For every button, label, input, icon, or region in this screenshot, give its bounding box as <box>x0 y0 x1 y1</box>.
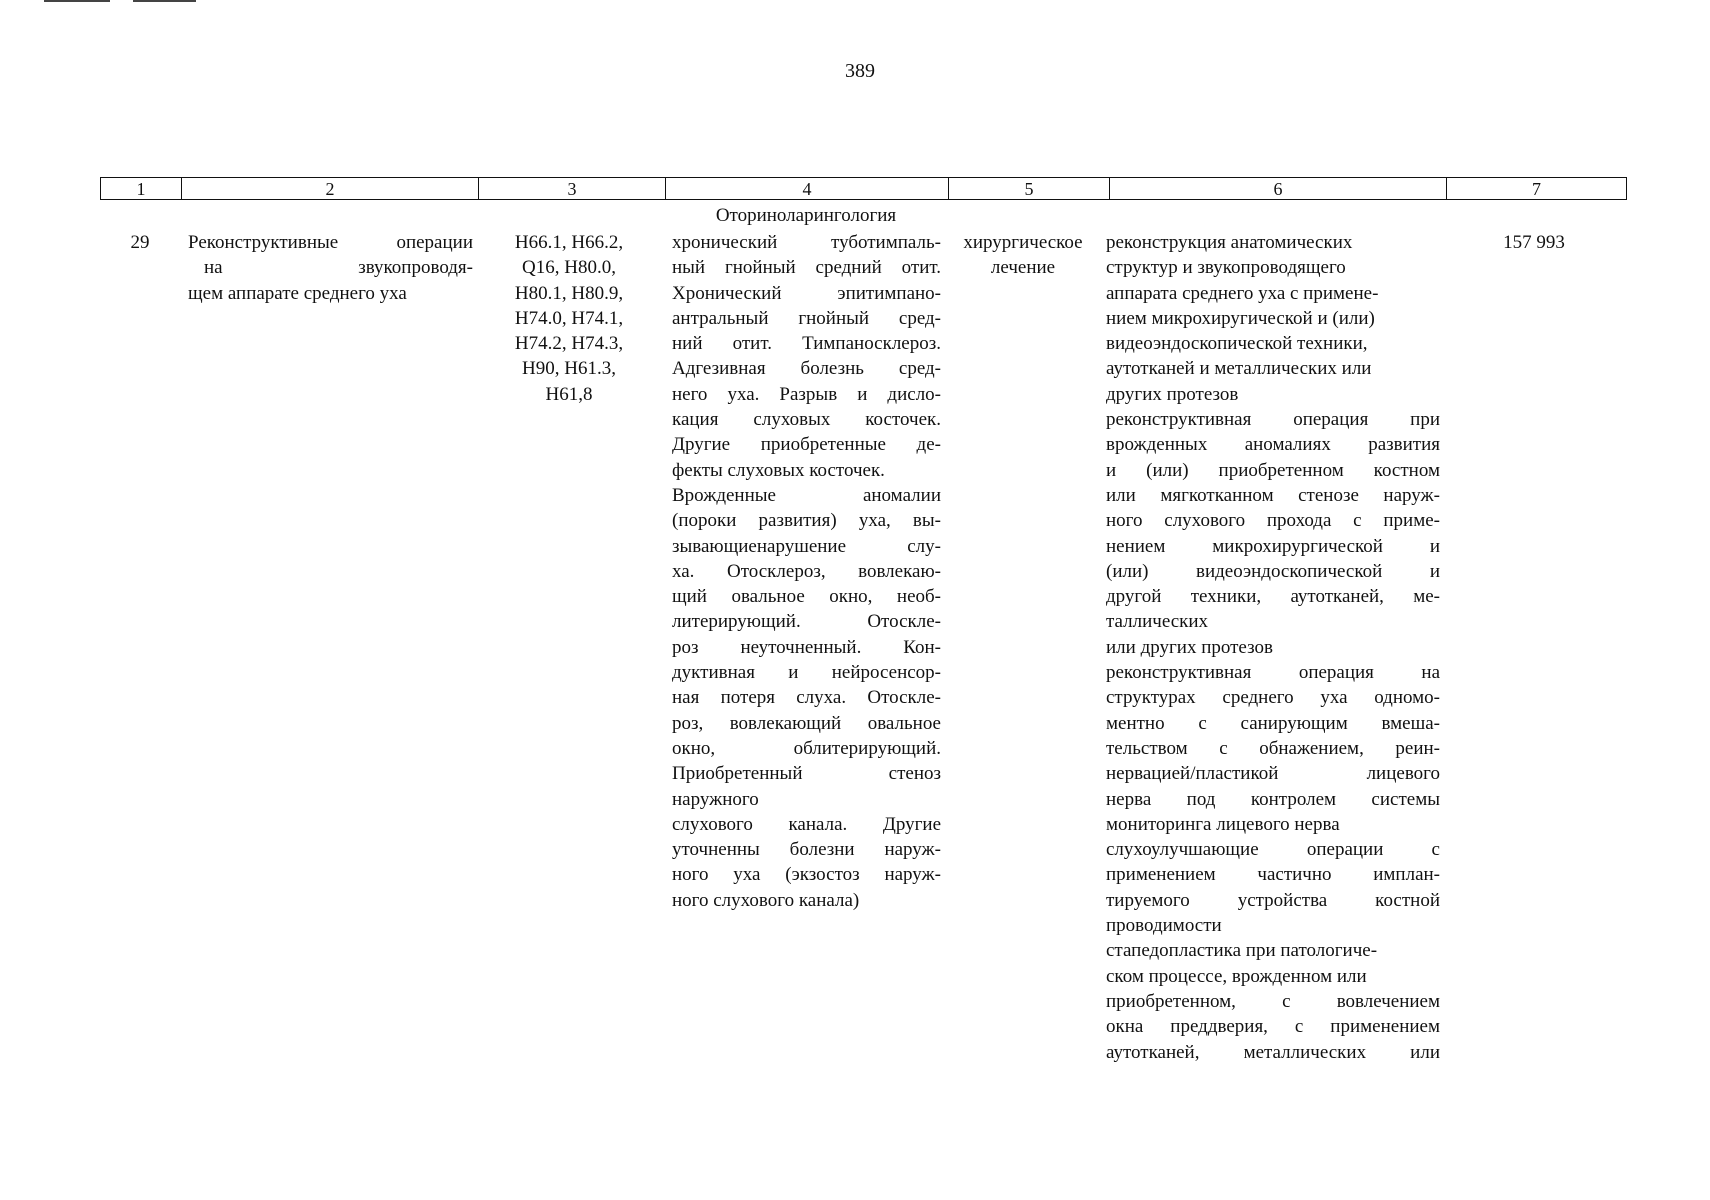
method-line: видеоэндоскопической техники, <box>1106 333 1368 355</box>
method-line: реконструкция анатомических <box>1106 232 1353 253</box>
method-line: нервацией/пластикой лицевого <box>1106 763 1440 785</box>
diagnosis-line: ного уха (экзостоз наруж- <box>672 864 941 886</box>
section-title: Оториноларингология <box>715 205 897 226</box>
icd-codes-line: H66.1, H66.2, <box>514 232 624 253</box>
method-line: применением частично имплан- <box>1106 864 1440 886</box>
method-line: или других протезов <box>1106 636 1273 658</box>
header-row <box>101 178 1627 200</box>
method-line: нерва под контролем системы <box>1106 788 1440 810</box>
method-line: другой техники, аутотканей, ме- <box>1106 586 1440 608</box>
diagnosis-line: антральный гнойный сред- <box>672 307 941 329</box>
method-line: приобретенном, с вовлечением <box>1106 990 1440 1012</box>
diagnosis-line: ный гнойный средний отит. <box>672 257 941 279</box>
diagnosis-line: фекты слуховых косточек. <box>672 459 885 481</box>
method-line: слухоулучшающие операции с <box>1106 839 1440 861</box>
diagnosis-line: уточненны болезни наруж- <box>672 839 941 861</box>
method-line: или мягкотканном стенозе наруж- <box>1106 484 1440 506</box>
scan-artifact-line <box>44 0 110 2</box>
diagnosis-line: Врожденные аномалии <box>672 484 941 506</box>
diagnosis-line: ная потеря слуха. Отоскле- <box>672 687 941 709</box>
diagnosis-line: дуктивная и нейросенсор- <box>672 662 941 684</box>
diagnosis-line: литерирующий. Отоскле- <box>672 611 941 633</box>
icd-codes-line: Q16, H80.0, <box>522 257 616 279</box>
method-line: ного слухового прохода с приме- <box>1106 510 1440 532</box>
treatment-type-line: лечение <box>990 257 1056 279</box>
column-number-4: 4 <box>666 178 949 200</box>
procedure-name-line: Реконструктивные операции <box>188 232 473 253</box>
method-line: (или) видеоэндоскопической и <box>1106 560 1440 582</box>
method-line: тируемого устройства костной <box>1106 889 1440 911</box>
procedure-name-line: щем аппарате среднего уха <box>188 282 407 304</box>
icd-codes-cell <box>476 230 662 407</box>
scan-artifact-line <box>133 0 196 2</box>
diagnosis-line: ха. Отосклероз, вовлекаю- <box>672 560 941 582</box>
diagnosis-line: (пороки развития) уха, вы- <box>672 510 941 532</box>
treatment-methods-cell <box>1106 230 1440 1065</box>
method-line: стапедопластика при патологиче- <box>1106 940 1378 962</box>
method-line: проводимости <box>1106 915 1222 937</box>
procedure-name-line: на звукопроводя- <box>204 257 473 279</box>
method-line: структурах среднего уха одномо- <box>1106 687 1440 709</box>
icd-codes-line: H74.0, H74.1, <box>514 307 624 329</box>
diagnosis-cell <box>672 230 941 913</box>
icd-codes-line: H90, H61.3, <box>522 358 616 380</box>
column-number-5: 5 <box>949 178 1110 200</box>
method-line: аппарата среднего уха с примене- <box>1106 282 1379 304</box>
method-line: врожденных аномалиях развития <box>1106 434 1440 456</box>
diagnosis-line: Приобретенный стеноз <box>672 763 941 785</box>
treatment-type-line: хирургическое <box>963 232 1083 253</box>
diagnosis-line: Другие приобретенные де- <box>672 434 941 456</box>
column-number-3: 3 <box>479 178 666 200</box>
treatment-type-cell <box>950 230 1096 281</box>
method-line: реконструктивная операция на <box>1106 662 1440 684</box>
diagnosis-line: хронический туботимпаль- <box>672 232 941 253</box>
column-number-6: 6 <box>1110 178 1447 200</box>
method-line: аутотканей, металлических или <box>1106 1041 1440 1063</box>
column-number-1: 1 <box>101 178 182 200</box>
method-line: структур и звукопроводящего <box>1106 257 1346 279</box>
cost-value: 157 993 <box>1503 232 1565 253</box>
diagnosis-line: Адгезивная болезнь сред- <box>672 358 941 380</box>
column-number-2: 2 <box>182 178 479 200</box>
diagnosis-line: кация слуховых косточек. <box>672 409 941 431</box>
page-number: 389 <box>845 60 875 82</box>
method-line: других протезов <box>1106 383 1239 405</box>
diagnosis-line: зывающиенарушение слу- <box>672 535 941 557</box>
diagnosis-line: окно, облитерирующий. <box>672 737 941 759</box>
procedure-name-cell <box>188 230 473 306</box>
diagnosis-line: Хронический эпитимпано- <box>672 282 941 304</box>
diagnosis-line: слухового канала. Другие <box>672 813 941 835</box>
column-number-header <box>100 177 1627 200</box>
method-line: ментно с санирующим вмеша- <box>1106 712 1440 734</box>
method-line: и (или) приобретенном костном <box>1106 459 1440 481</box>
diagnosis-line: наружного <box>672 788 759 810</box>
method-line: нением микрохирургической и <box>1106 535 1440 557</box>
diagnosis-line: ний отит. Тимпаносклероз. <box>672 333 941 355</box>
method-line: ском процессе, врожденном или <box>1106 965 1367 987</box>
method-line: реконструктивная операция при <box>1106 409 1440 431</box>
column-number-7: 7 <box>1447 178 1627 200</box>
diagnosis-line: щий овальное окно, необ- <box>672 586 941 608</box>
icd-codes-line: H74.2, H74.3, <box>514 333 624 355</box>
method-line: окна преддверия, с применением <box>1106 1016 1440 1038</box>
method-line: аутотканей и металлических или <box>1106 358 1372 380</box>
method-line: таллических <box>1106 611 1209 633</box>
diagnosis-line: него уха. Разрыв и дисло- <box>672 383 941 405</box>
diagnosis-line: ного слухового канала) <box>672 889 860 911</box>
icd-codes-line: H61,8 <box>545 383 593 405</box>
method-line: мониторинга лицевого нерва <box>1106 813 1340 835</box>
method-line: нием микрохиругической и (или) <box>1106 307 1375 329</box>
row-number: 29 <box>130 232 150 253</box>
diagnosis-line: роз, вовлекающий овальное <box>672 712 941 734</box>
icd-codes-line: H80.1, H80.9, <box>514 282 624 304</box>
diagnosis-line: роз неуточненный. Кон- <box>672 636 941 658</box>
method-line: тельством с обнажением, реин- <box>1106 737 1440 759</box>
